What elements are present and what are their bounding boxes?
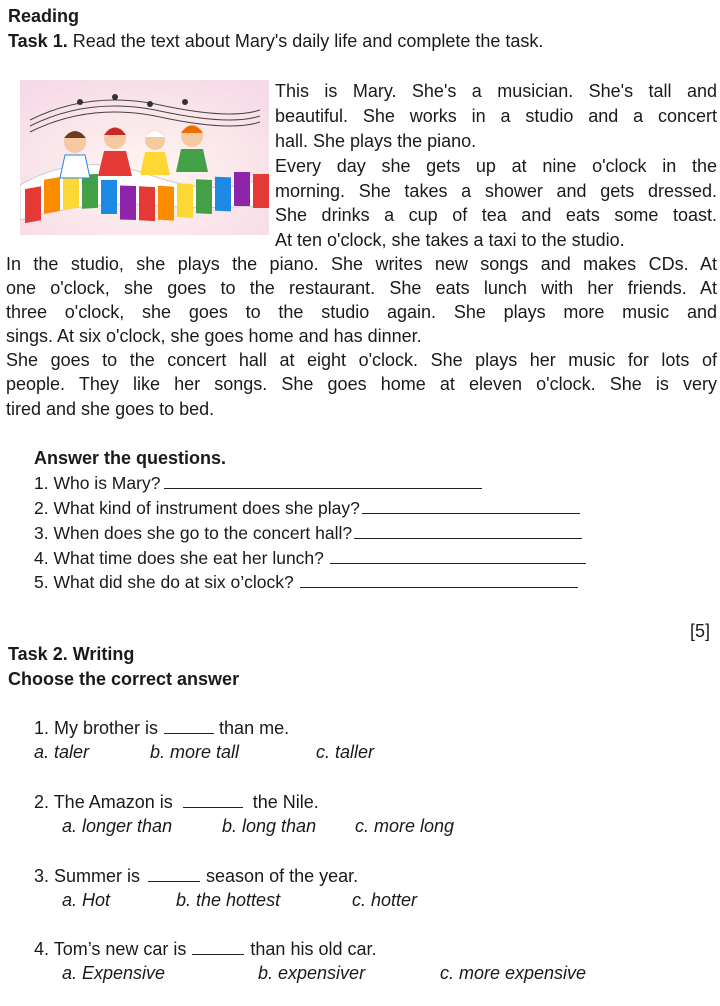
- option-b[interactable]: b. the hottest: [176, 890, 281, 910]
- answer-line[interactable]: [164, 487, 482, 489]
- score-badge: [5]: [690, 621, 711, 641]
- option-c[interactable]: c. hotter: [352, 890, 418, 910]
- reading-line: morning. She takes a shower and gets dressed.: [275, 181, 717, 201]
- option-a[interactable]: a. longer than: [62, 816, 173, 836]
- reading-line: Every day she gets up at nine o'clock in the: [275, 156, 717, 176]
- children-dancing-on-piano-keys-illustration: [20, 80, 269, 235]
- answer-blank[interactable]: [148, 880, 200, 882]
- reading-line: She drinks a cup of tea and eats some toast.: [275, 205, 717, 225]
- answer-line[interactable]: [330, 562, 586, 564]
- task1-instruction: Task 1. Read the text about Mary's daily life and complete the task.: [8, 31, 544, 51]
- option-c[interactable]: c. more long: [355, 816, 455, 836]
- reading-line: one o'clock, she goes to the restaurant. She eats lunch with her friends. At: [6, 278, 717, 298]
- task2-stem: 1. My brother is than me.: [34, 718, 290, 738]
- reading-line: sings. At six o'clock, she goes home and has dinner.: [6, 326, 422, 346]
- reading-line: people. They like her songs. She goes home at eleven o'clock. She is very: [6, 374, 717, 394]
- task2-instruction: Choose the correct answer: [8, 669, 240, 689]
- option-b[interactable]: b. expensiver: [258, 963, 366, 983]
- answer-line[interactable]: [362, 512, 580, 514]
- question-item: 5. What did she do at six o’clock?: [34, 572, 578, 593]
- reading-line: hall. She plays the piano.: [275, 131, 477, 151]
- option-c[interactable]: c. taller: [316, 742, 375, 762]
- answer-line[interactable]: [300, 586, 578, 588]
- answer-blank[interactable]: [164, 732, 214, 734]
- reading-line: At ten o'clock, she takes a taxi to the studio.: [275, 230, 625, 250]
- task2-stem: 2. The Amazon is the Nile.: [34, 792, 319, 812]
- reading-line: tired and she goes to bed.: [6, 399, 215, 419]
- reading-line: In the studio, she plays the piano. She writes new songs and makes CDs. At: [6, 254, 717, 274]
- option-a[interactable]: a. Hot: [62, 890, 111, 910]
- answer-blank[interactable]: [192, 953, 244, 955]
- task2-stem: 4. Tom’s new car is than his old car.: [34, 939, 377, 959]
- reading-line: This is Mary. She's a musician. She's tall and: [275, 81, 717, 101]
- task2-stem: 3. Summer is season of the year.: [34, 866, 359, 886]
- option-c[interactable]: c. more expensive: [440, 963, 587, 983]
- reading-line: three o'clock, she goes to the studio again. She plays more music and: [6, 302, 717, 322]
- question-item: 2. What kind of instrument does she play?: [34, 498, 580, 519]
- option-a[interactable]: a. Expensive: [62, 963, 166, 983]
- option-b[interactable]: b. more tall: [150, 742, 240, 762]
- answer-line[interactable]: [354, 537, 582, 539]
- question-item: 4. What time does she eat her lunch?: [34, 548, 586, 569]
- section-title: Reading: [8, 6, 80, 26]
- reading-line: beautiful. She works in a studio and a concert: [275, 106, 717, 126]
- questions-heading: Answer the questions.: [34, 448, 227, 468]
- reading-line: She goes to the concert hall at eight o'clock. She plays her music for lots of: [6, 350, 717, 370]
- option-b[interactable]: b. long than: [222, 816, 317, 836]
- question-item: 3. When does she go to the concert hall?: [34, 523, 582, 544]
- answer-blank[interactable]: [183, 806, 243, 808]
- question-item: 1. Who is Mary?: [34, 473, 482, 494]
- task2-title: Task 2. Writing: [8, 644, 135, 664]
- option-a[interactable]: a. taler: [34, 742, 90, 762]
